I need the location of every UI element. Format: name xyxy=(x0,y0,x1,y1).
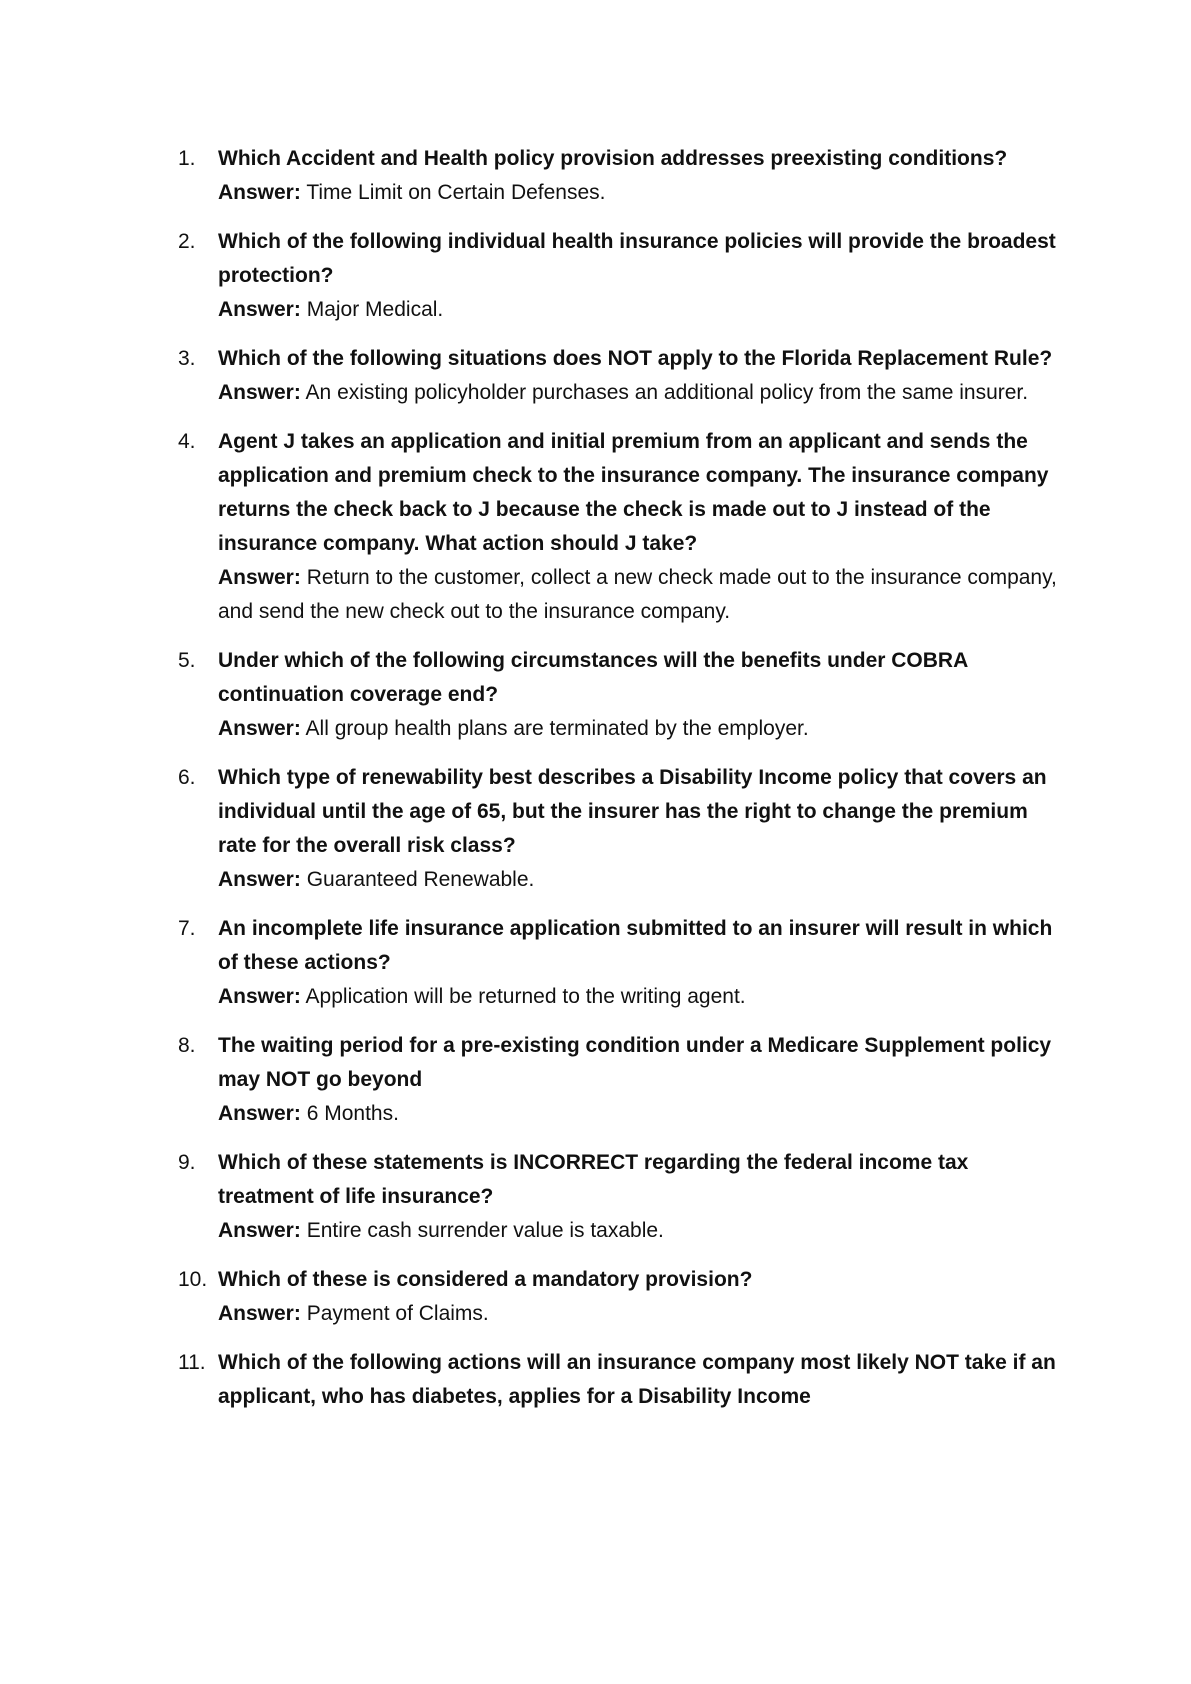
answer-text: Entire cash surrender value is taxable. xyxy=(306,1219,664,1242)
answer-text: All group health plans are terminated by the employer. xyxy=(305,717,809,740)
qa-item-4 xyxy=(178,425,1058,629)
answer-label: Answer: xyxy=(218,381,301,404)
item-number: 3. xyxy=(178,347,196,370)
answer-label: Answer: xyxy=(218,985,301,1008)
answer-text: Payment of Claims. xyxy=(306,1302,489,1325)
answer-text: Application will be returned to the writing agent. xyxy=(305,985,746,1008)
answer-line xyxy=(218,293,1058,327)
answer-label: Answer: xyxy=(218,717,301,740)
question-text: Which of the following actions will an insurance company most likely NOT take if an applicant, who has diabetes, applies for a Disability Income xyxy=(218,1351,1056,1408)
answer-line xyxy=(218,1297,1058,1331)
item-number: 7. xyxy=(178,917,196,940)
qa-item-5 xyxy=(178,644,1058,746)
answer-label: Answer: xyxy=(218,298,301,321)
answer-text: Return to the customer, collect a new check made out to the insurance company, and send the new check out to the insurance company. xyxy=(218,566,1057,623)
qa-item-6 xyxy=(178,761,1058,897)
question-text: Which of the following situations does NOT apply to the Florida Replacement Rule? xyxy=(218,347,1053,370)
item-number: 10. xyxy=(178,1268,208,1291)
question-text: Which Accident and Health policy provision addresses preexisting conditions? xyxy=(218,147,1008,170)
qa-item-8 xyxy=(178,1029,1058,1131)
answer-line xyxy=(218,1214,1058,1248)
answer-label: Answer: xyxy=(218,1219,301,1242)
qa-item-3 xyxy=(178,342,1058,410)
qa-item-7 xyxy=(178,912,1058,1014)
answer-text: Guaranteed Renewable. xyxy=(306,868,535,891)
answer-label: Answer: xyxy=(218,1102,301,1125)
answer-label: Answer: xyxy=(218,868,301,891)
item-number: 6. xyxy=(178,766,196,789)
answer-label: Answer: xyxy=(218,181,301,204)
answer-line xyxy=(218,712,1058,746)
answer-line xyxy=(218,980,1058,1014)
item-number: 9. xyxy=(178,1151,196,1174)
answer-line xyxy=(218,863,1058,897)
question-text: An incomplete life insurance application submitted to an insurer will result in which of these actions? xyxy=(218,917,1053,974)
item-number: 1. xyxy=(178,147,196,170)
answer-text: 6 Months. xyxy=(306,1102,399,1125)
item-number: 5. xyxy=(178,649,196,672)
qa-item-11 xyxy=(178,1346,1058,1414)
question-answer-list xyxy=(178,142,1058,1429)
item-number: 4. xyxy=(178,430,196,453)
qa-item-1 xyxy=(178,142,1058,210)
answer-text: Major Medical. xyxy=(306,298,444,321)
item-number: 8. xyxy=(178,1034,196,1057)
question-text: Which of the following individual health insurance policies will provide the broadest protection? xyxy=(218,230,1056,287)
answer-text: Time Limit on Certain Defenses. xyxy=(306,181,606,204)
answer-line xyxy=(218,1097,1058,1131)
answer-line xyxy=(218,176,1058,210)
item-number: 11. xyxy=(178,1351,206,1374)
question-text: The waiting period for a pre-existing condition under a Medicare Supplement policy may NOT go beyond xyxy=(218,1034,1052,1091)
question-text: Under which of the following circumstances will the benefits under COBRA continuation coverage end? xyxy=(218,649,968,706)
answer-label: Answer: xyxy=(218,566,301,589)
answer-line xyxy=(218,561,1058,629)
answer-line xyxy=(218,376,1058,410)
question-text: Which type of renewability best describes a Disability Income policy that covers an individual until the age of 65, but the insurer has the right to change the premium rate for the overall risk class? xyxy=(218,766,1047,857)
qa-item-10 xyxy=(178,1263,1058,1331)
item-number: 2. xyxy=(178,230,196,253)
question-text: Agent J takes an application and initial premium from an applicant and sends the application and premium check to the insurance company. The insurance company returns the check back to J because the check is made out to J instead of the insurance company. What action should J take? xyxy=(218,430,1049,555)
answer-label: Answer: xyxy=(218,1302,301,1325)
qa-item-9 xyxy=(178,1146,1058,1248)
answer-text: An existing policyholder purchases an additional policy from the same insurer. xyxy=(305,381,1029,404)
question-text: Which of these statements is INCORRECT regarding the federal income tax treatment of life insurance? xyxy=(218,1151,969,1208)
qa-item-2 xyxy=(178,225,1058,327)
question-text: Which of these is considered a mandatory provision? xyxy=(218,1268,753,1291)
